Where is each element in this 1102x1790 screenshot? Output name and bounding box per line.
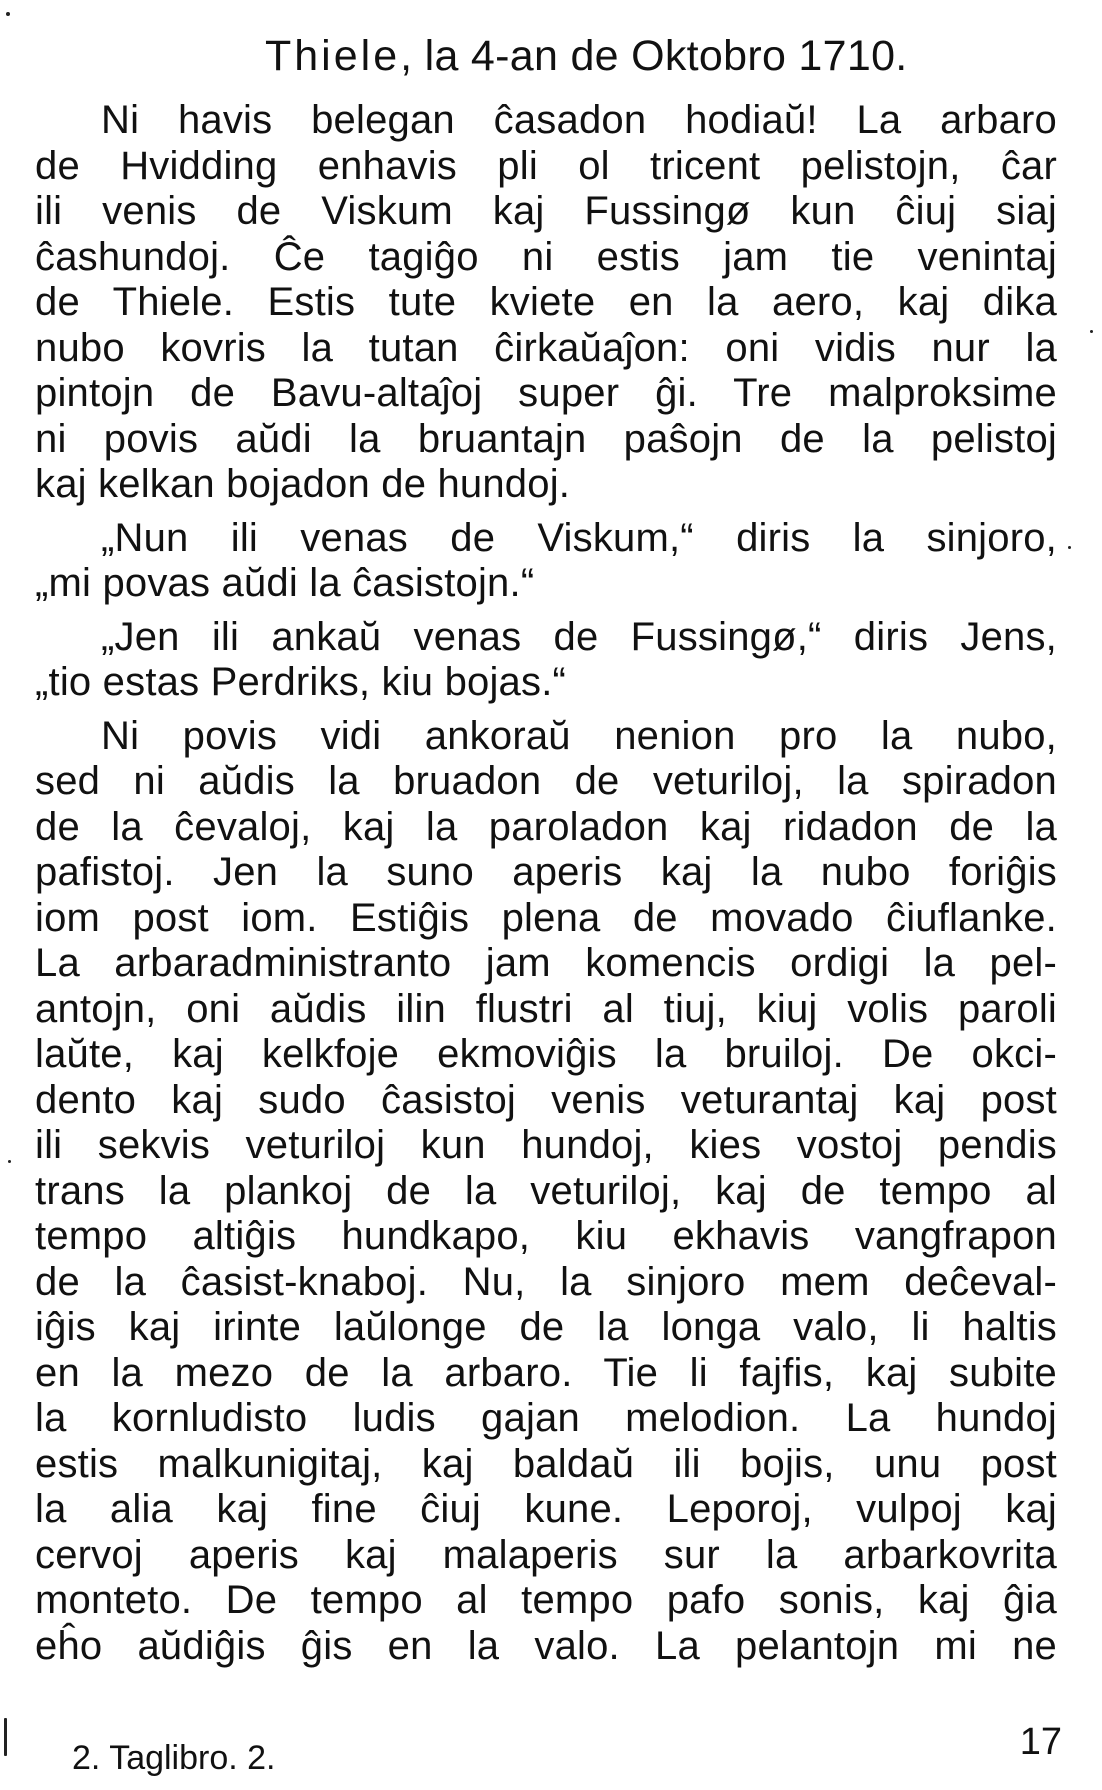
body-text (35, 98, 1057, 1669)
text-line: pafistoj. Jen la suno aperis kaj la nubo foriĝis (35, 850, 1057, 894)
text-line: la alia kaj fine ĉiuj kune. Leporoj, vulpoj kaj (35, 1487, 1057, 1531)
text-line: estis malkunigitaj, kaj baldaŭ ili bojis, unu post (35, 1441, 1057, 1486)
text-line: nubo kovris la tutan ĉirkaŭaĵon: oni vidis nur la (35, 325, 1057, 370)
signature-mark: 2. Taglibro. 2. (72, 1739, 276, 1777)
text-line: Ni havis belegan ĉasadon hodiaŭ! La arbaro (101, 98, 1057, 142)
text-line: eĥo aŭdiĝis ĝis en la valo. La pelantojn mi ne (35, 1623, 1057, 1668)
entry-heading (265, 30, 1025, 82)
text-line: iom post iom. Estiĝis plena de movado ĉiuflanke. (35, 895, 1057, 940)
text-line: cervoj aperis kaj malaperis sur la arbarkovrita (35, 1532, 1057, 1577)
scan-speck (8, 1160, 11, 1163)
text-line: de Thiele. Estis tute kviete en la aero, kaj dika (35, 280, 1057, 324)
text-line: ni povis aŭdi la bruantajn paŝojn de la pelistoj (35, 416, 1057, 461)
text-line: dento kaj sudo ĉasistoj venis veturantaj kaj post (35, 1077, 1057, 1122)
text-line: La arbaradministranto jam komencis ordigi la pel- (35, 941, 1057, 985)
text-line: „tio estas Perdriks, kiu bojas.“ (35, 660, 567, 704)
text-line: de Hvidding enhavis pli ol tricent pelistojn, ĉar (35, 143, 1057, 188)
scan-speck (6, 12, 10, 16)
text-line: tempo altiĝis hundkapo, kiu ekhavis vangfrapon (35, 1214, 1057, 1258)
text-line: ĉashundoj. Ĉe tagiĝo ni estis jam tie venintaj (35, 234, 1057, 279)
text-line: en la mezo de la arbaro. Tie li fajfis, kaj subite (35, 1350, 1057, 1395)
text-line: „mi povas aŭdi la ĉasistojn.“ (35, 561, 535, 605)
paragraph-1 (35, 98, 1057, 508)
text-line: trans la plankoj de la veturiloj, kaj de tempo al (35, 1168, 1057, 1213)
paragraph-3 (35, 615, 1057, 706)
text-line: de la ĉevaloj, kaj la paroladon kaj ridadon de la (35, 804, 1057, 849)
paragraph-2 (35, 516, 1057, 607)
text-line: de la ĉasist-knaboj. Nu, la sinjoro mem deĉeval- (35, 1259, 1057, 1304)
text-line: monteto. De tempo al tempo pafo sonis, kaj ĝia (35, 1578, 1057, 1622)
text-line: iĝis kaj irinte laŭlonge de la longa valo, li haltis (35, 1305, 1057, 1349)
text-line: sed ni aŭdis la bruadon de veturiloj, la spiradon (35, 759, 1057, 803)
heading-date: , la 4-an de Oktobro 1710. (400, 32, 908, 80)
text-line: „Jen ili ankaŭ venas de Fussingø,“ diris Jens, (101, 614, 1057, 659)
text-line: ili sekvis veturiloj kun hundoj, kies vostoj pendis (35, 1123, 1057, 1167)
text-line: antojn, oni aŭdis ilin flustri al tiuj, kiuj volis paroli (35, 986, 1057, 1031)
paragraph-4 (35, 714, 1057, 1670)
text-line: pintojn de Bavu-altaĵoj super ĝi. Tre malproksime (35, 371, 1057, 415)
text-line: ili venis de Viskum kaj Fussingø kun ĉiuj siaj (35, 189, 1057, 233)
heading-place: Thiele (265, 32, 401, 80)
text-line: Ni povis vidi ankoraŭ nenion pro la nubo, (101, 713, 1057, 758)
text-line: kaj kelkan bojadon de hundoj. (35, 462, 571, 506)
text-line: la kornludisto ludis gajan melodion. La hundoj (35, 1396, 1057, 1440)
scan-speck (4, 1718, 7, 1756)
scan-speck (1090, 330, 1093, 333)
text-line: laŭte, kaj kelkfoje ekmoviĝis la bruiloj. De okci- (35, 1032, 1057, 1076)
page-number: 17 (1019, 1721, 1062, 1763)
scan-speck (1068, 546, 1071, 549)
text-line: „Nun ili venas de Viskum,“ diris la sinjoro, (101, 515, 1057, 560)
